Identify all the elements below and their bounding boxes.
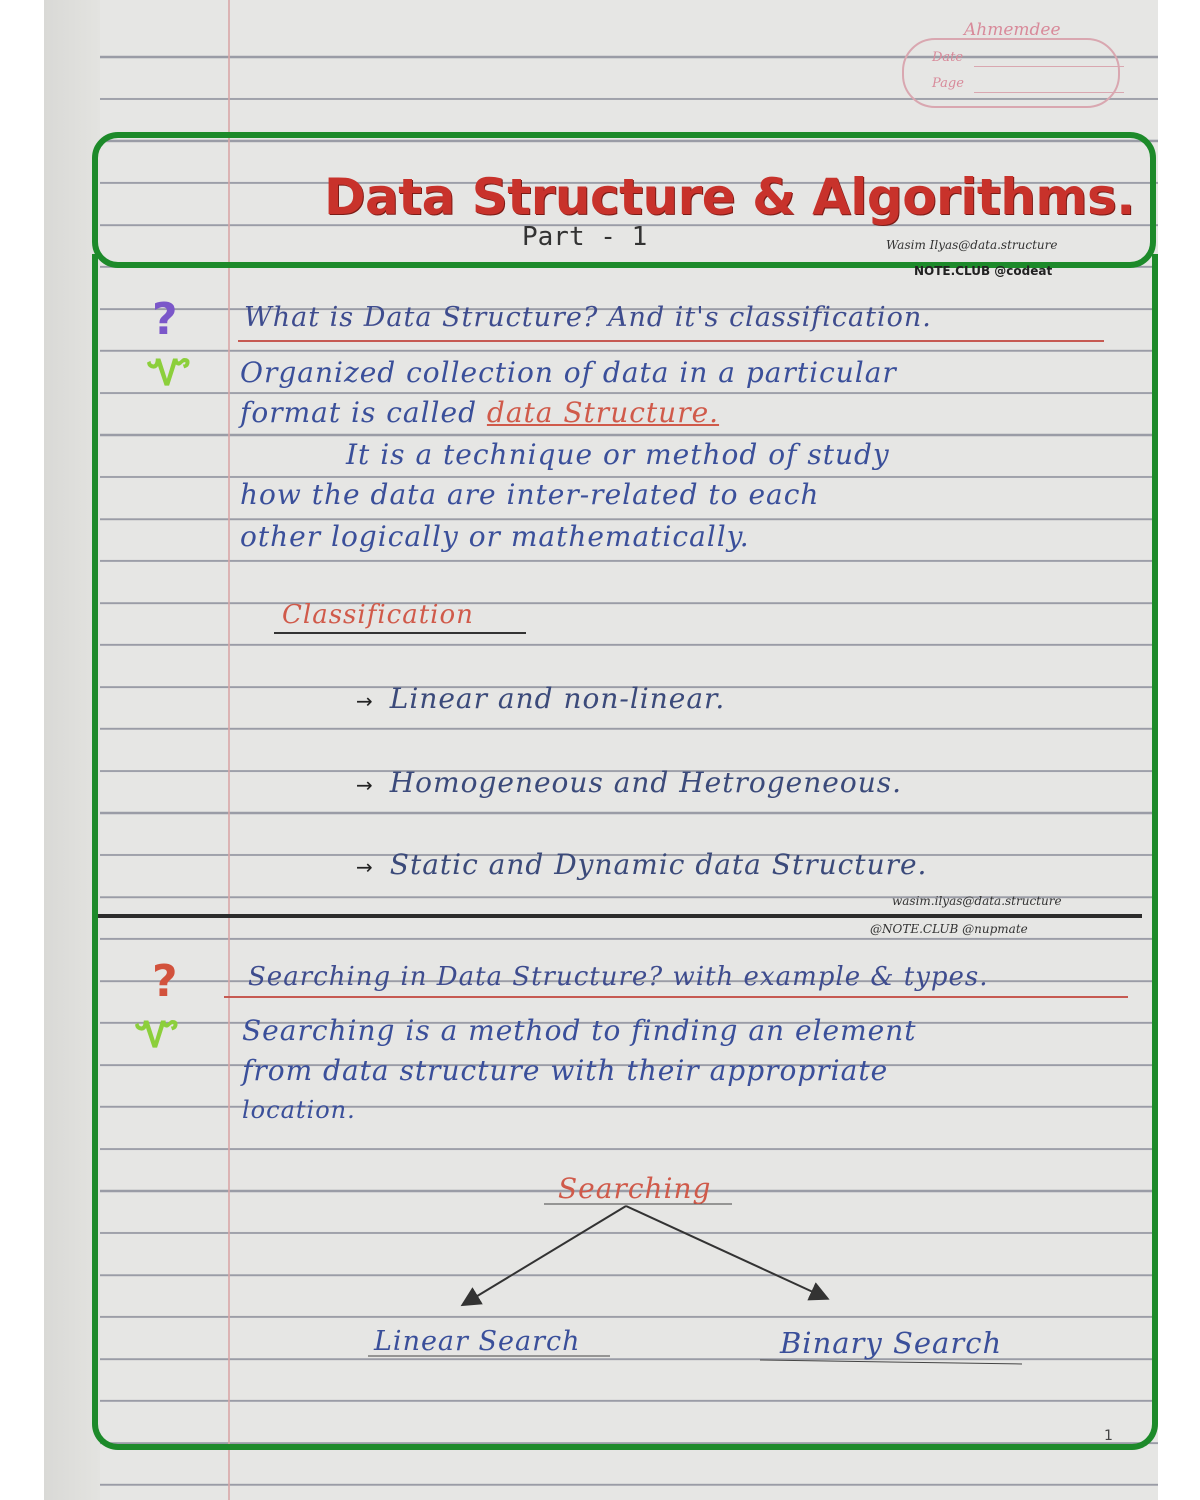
header-note-bottom: NOTE.CLUB @codeat [914,264,1053,278]
page-title: Data Structure & Algorithms. [324,168,1135,226]
stamp-page-label: Page [932,76,964,91]
classification-item-2-text: Homogeneous and Hetrogeneous. [389,766,902,799]
arrow-to-binary-search [626,1206,826,1298]
binary-underline [760,1360,1022,1364]
stamp-date-label: Date [932,50,964,65]
notebook-page [44,0,1158,1500]
arrow-right-icon: → [356,773,374,797]
answer-2-line-3: location. [242,1096,356,1124]
divider-note-bottom: @NOTE.CLUB @nupmate [870,922,1028,936]
tree-right-label: Binary Search [780,1326,1003,1360]
searching-tree-diagram [44,0,1158,1500]
classification-heading: Classification [282,600,474,630]
answer-1-line-3: It is a technique or method of study [346,438,890,471]
answer-check-icon: Ꮙ [136,1014,179,1056]
header-note-top: Wasim Ilyas@data.structure [886,238,1058,252]
question-mark-icon: ? [152,294,178,345]
page-number: 1 [1104,1428,1113,1444]
stamp-label: Ahmemdee [964,20,1061,40]
page-subtitle: Part - 1 [522,222,648,252]
answer-check-icon: Ꮙ [148,352,191,394]
tree-root-label: Searching [558,1172,712,1205]
answer-1-line-4: how the data are inter-related to each [240,478,820,511]
answer-1-line-2-text: format is called [240,396,487,429]
arrow-right-icon: → [356,855,374,879]
question-2: Searching in Data Structure? with example & types. [248,962,989,992]
classification-item-1-text: Linear and non-linear. [389,682,726,715]
classification-item-3-text: Static and Dynamic data Structure. [389,848,928,881]
answer-1-line-5: other logically or mathematically. [240,520,750,553]
keyword-data-structure: data Structure. [486,396,720,429]
divider-note-top: wasim.ilyas@data.structure [892,894,1062,908]
answer-1-line-1: Organized collection of data in a particular [240,356,897,389]
arrow-right-icon: → [356,689,374,713]
answer-2-line-2: from data structure with their appropriate [242,1054,889,1087]
question-mark-icon: ? [152,956,178,1007]
question-1: What is Data Structure? And it's classification. [244,302,932,333]
tree-left-label: Linear Search [374,1326,581,1357]
arrow-to-linear-search [464,1206,626,1304]
answer-2-line-1: Searching is a method to finding an element [242,1014,917,1047]
